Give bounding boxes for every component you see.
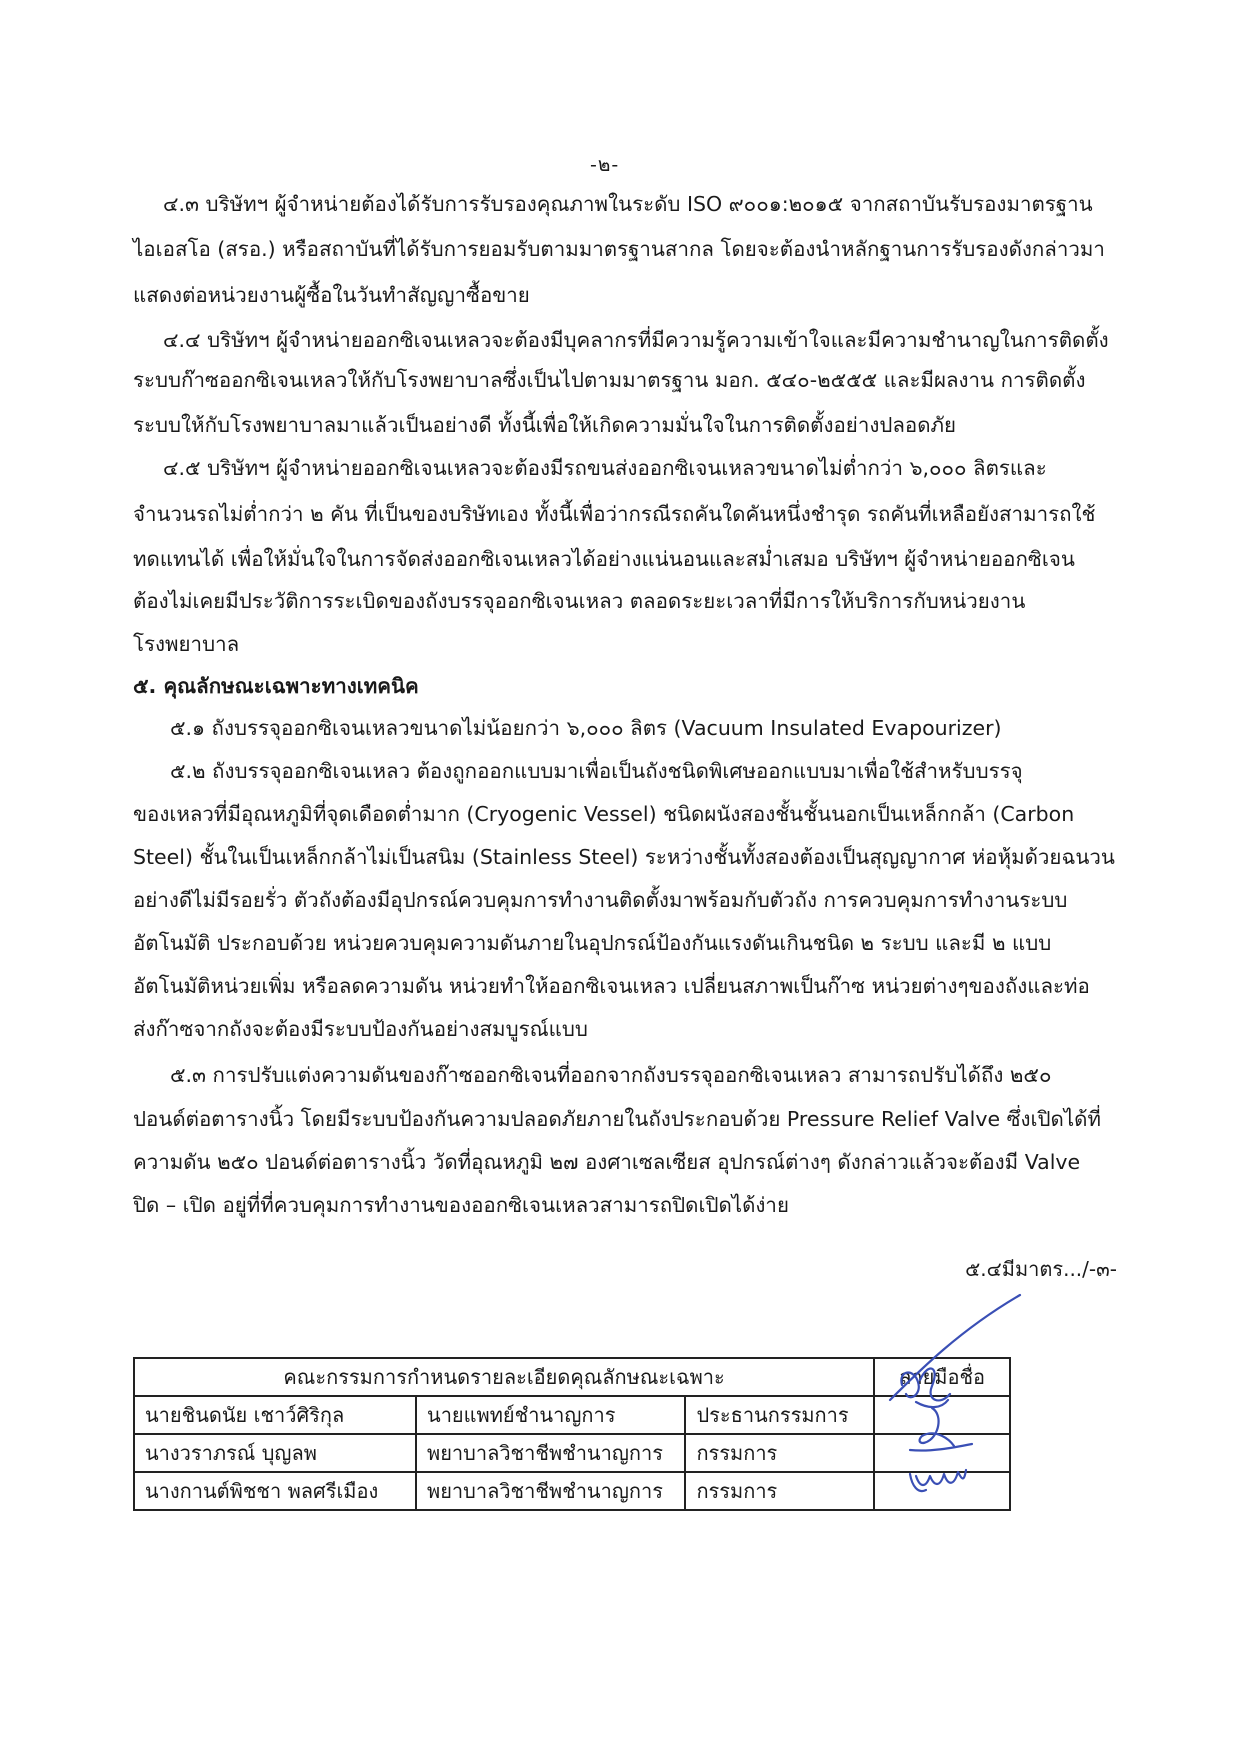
body-line: อัตโนมัติ ประกอบด้วย หน่วยควบคุมความดันภายในอุปกรณ์ป้องกันแรงดันเกินชนิด ๒ ระบบ และมี ๒ แบบ <box>133 931 1052 955</box>
section-heading: ๕. คุณลักษณะเฉพาะทางเทคนิค <box>133 674 419 698</box>
signature-1 <box>901 1369 950 1408</box>
body-line: แสดงต่อหน่วยงานผู้ซื้อในวันทำสัญญาซื้อขาย <box>133 283 530 307</box>
body-line: ต้องไม่เคยมีประวัติการระเบิดของถังบรรจุออกซิเจนเหลว ตลอดระยะเวลาที่มีการให้บริการกับหน่วยงาน <box>133 589 1026 613</box>
signature-3 <box>910 1470 966 1491</box>
handwritten-signatures <box>880 1290 1030 1520</box>
body-line: อย่างดีไม่มีรอยรั่ว ตัวถังต้องมีอุปกรณ์ควบคุมการทำงานติดตั้งมาพร้อมกับตัวถัง การควบคุมการทำงานระบบ <box>133 888 1068 912</box>
next-page-reference: ๕.๔มีมาตร.../-๓- <box>965 1257 1117 1281</box>
table-row <box>134 1434 1010 1472</box>
body-line: ปอนด์ต่อตารางนิ้ว โดยมีระบบป้องกันความปลอดภัยภายในถังประกอบด้วย Pressure Relief Valve ซึ่งเปิดได้ที่ <box>133 1107 1101 1131</box>
body-line: ไอเอสโอ (สรอ.) หรือสถาบันที่ได้รับการยอมรับตามมาตรฐานสากล โดยจะต้องนำหลักฐานการรับรองดังกล่าวมา <box>133 237 1105 261</box>
body-line: ๔.๓ บริษัทฯ ผู้จำหน่ายต้องได้รับการรับรองคุณภาพในระดับ ISO ๙๐๐๑:๒๐๑๕ จากสถาบันรับรองมาตรฐาน <box>163 192 1093 216</box>
body-line: Steel) ชั้นในเป็นเหล็กกล้าไม่เป็นสนิม (Stainless Steel) ระหว่างชั้นทั้งสองต้องเป็นสุญญากาศ ห่อหุ้มด้วยฉนวน <box>133 845 1115 869</box>
body-line: ส่งก๊าซจากถังจะต้องมีระบบป้องกันอย่างสมบูรณ์แบบ <box>133 1017 588 1041</box>
signature-2 <box>910 1408 972 1451</box>
body-line: อัตโนมัติหน่วยเพิ่ม หรือลดความดัน หน่วยทำให้ออกซิเจนเหลว เปลี่ยนสภาพเป็นก๊าซ หน่วยต่างๆของถังและท่อ <box>133 974 1090 998</box>
body-line: ปิด – เปิด อยู่ที่ที่ควบคุมการทำงานของออกซิเจนเหลวสามารถปิดเปิดได้ง่าย <box>133 1193 789 1217</box>
member-name: นางวราภรณ์ บุญลพ <box>134 1434 416 1472</box>
committee-title: คณะกรรมการกำหนดรายละเอียดคุณลักษณะเฉพาะ <box>134 1358 874 1396</box>
member-name: นายชินดนัย เชาว์ศิริกุล <box>134 1396 416 1434</box>
table-row <box>134 1472 1010 1510</box>
committee-header-row <box>134 1358 1010 1396</box>
body-line: ๕.๒ ถังบรรจุออกซิเจนเหลว ต้องถูกออกแบบมาเพื่อเป็นถังชนิดพิเศษออกแบบมาเพื่อใช้สำหรับบรรจุ <box>170 759 1023 783</box>
body-line: ๔.๔ บริษัทฯ ผู้จำหน่ายออกซิเจนเหลวจะต้องมีบุคลากรที่มีความรู้ความเข้าใจและมีความชำนาญในการติดตั้ง <box>163 328 1109 352</box>
member-position: พยาบาลวิชาชีพชำนาญการ <box>416 1434 685 1472</box>
body-line: ทดแทนได้ เพื่อให้มั่นใจในการจัดส่งออกซิเจนเหลวได้อย่างแน่นอนและสม่ำเสมอ บริษัทฯ ผู้จำหน่ายออกซิเจน <box>133 547 1075 571</box>
body-line: ๕.๓ การปรับแต่งความดันของก๊าซออกซิเจนที่ออกจากถังบรรจุออกซิเจนเหลว สามารถปรับได้ถึง ๒๕๐ <box>170 1063 1052 1087</box>
signature-stroke-long <box>890 1295 1020 1400</box>
body-line: จำนวนรถไม่ต่ำกว่า ๒ คัน ที่เป็นของบริษัทเอง ทั้งนี้เพื่อว่ากรณีรถคันใดคันหนึ่งชำรุด รถคันที่เหลือยังสามารถใช้ <box>133 502 1096 526</box>
member-role: กรรมการ <box>685 1434 874 1472</box>
signature-header: ลายมือชื่อ <box>874 1358 1010 1396</box>
body-line: ระบบให้กับโรงพยาบาลมาแล้วเป็นอย่างดี ทั้งนี้เพื่อให้เกิดความมั่นใจในการติดตั้งอย่างปลอดภัย <box>133 413 957 437</box>
body-line: ของเหลวที่มีอุณหภูมิที่จุดเดือดต่ำมาก (Cryogenic Vessel) ชนิดผนังสองชั้นชั้นนอกเป็นเหล็กกล้า (Carbon <box>133 802 1075 826</box>
member-position: พยาบาลวิชาชีพชำนาญการ <box>416 1472 685 1510</box>
body-line: ระบบก๊าซออกซิเจนเหลวให้กับโรงพยาบาลซึ่งเป็นไปตามมาตรฐาน มอก. ๕๔๐-๒๕๕๕ และมีผลงาน การติดตั้ง <box>133 368 1086 392</box>
member-role: กรรมการ <box>685 1472 874 1510</box>
member-name: นางกานต์พิชชา พลศรีเมือง <box>134 1472 416 1510</box>
table-row <box>134 1396 1010 1434</box>
page-number: -๒- <box>590 154 620 176</box>
body-line: โรงพยาบาล <box>133 632 240 656</box>
body-line: ความดัน ๒๕๐ ปอนด์ต่อตารางนิ้ว วัดที่อุณหภูมิ ๒๗ องศาเซลเซียส อุปกรณ์ต่างๆ ดังกล่าวแล้วจะต้องมี Valve <box>133 1150 1081 1174</box>
member-role: ประธานกรรมการ <box>685 1396 874 1434</box>
body-line: ๕.๑ ถังบรรจุออกซิเจนเหลวขนาดไม่น้อยกว่า ๖,๐๐๐ ลิตร (Vacuum Insulated Evapourizer) <box>170 716 1002 740</box>
body-line: ๔.๕ บริษัทฯ ผู้จำหน่ายออกซิเจนเหลวจะต้องมีรถขนส่งออกซิเจนเหลวขนาดไม่ต่ำกว่า ๖,๐๐๐ ลิตรและ <box>163 456 1047 480</box>
member-position: นายแพทย์ชำนาญการ <box>416 1396 685 1434</box>
